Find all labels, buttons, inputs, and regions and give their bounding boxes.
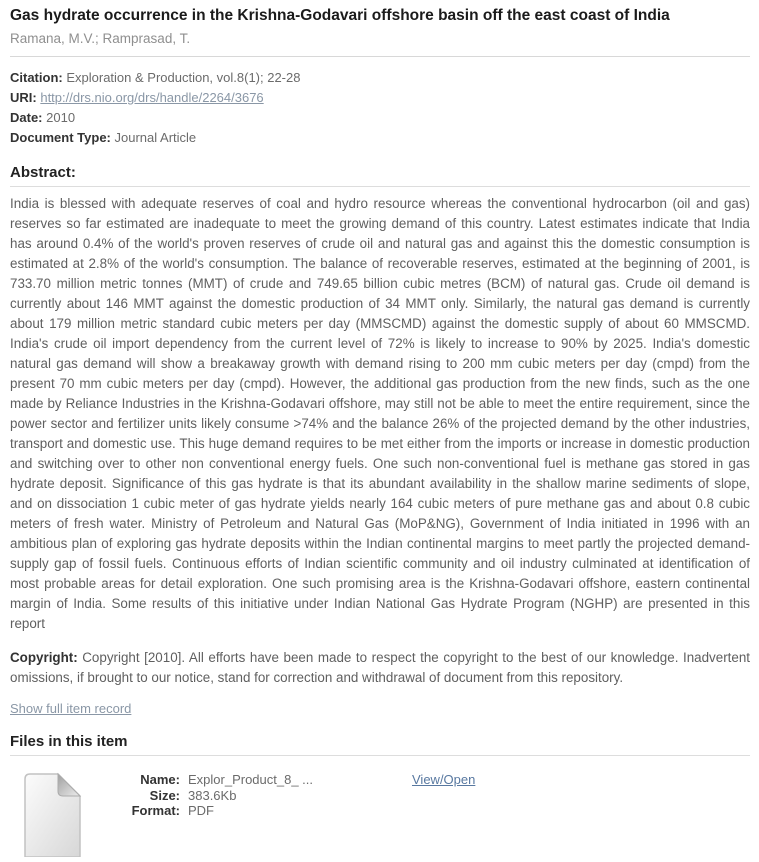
uri-link[interactable]: http://drs.nio.org/drs/handle/2264/3676 (40, 90, 264, 105)
file-name-value: Explor_Product_8_ ... (188, 772, 314, 787)
metadata-list (10, 68, 750, 148)
copyright-paragraph (10, 648, 750, 688)
show-full-record-wrap (10, 701, 750, 716)
metadata-row-citation (10, 68, 750, 88)
file-format-value: PDF (188, 803, 214, 818)
view-open-link[interactable]: View/Open (412, 772, 476, 787)
document-type-label: Document Type: (10, 130, 111, 145)
copyright-label: Copyright: (10, 650, 78, 665)
file-row (10, 772, 750, 862)
file-size-label: Size: (149, 787, 180, 803)
show-full-record-link[interactable]: Show full item record (10, 701, 132, 716)
file-format-label: Format: (131, 803, 180, 818)
file-size-value: 383.6Kb (188, 787, 237, 803)
uri-label: URI: (10, 90, 37, 105)
item-authors: Ramana, M.V.; Ramprasad, T. (10, 31, 191, 46)
abstract-text: India is blessed with adequate reserves of coal and hydro resource whereas the conventional hydrocarbon (oil and gas) reserves so far estimated are inadequate to meet the growing demand of this country. Latest estimates indicate that India has around 0.4% of the world's proven reserves of crude oil and natural gas and against this the domestic consumption is estimated at 2.8% of the world's consumption. The balance of recoverable reserves, estimated at the beginning of 2001, is 733.70 million metric tonnes (MMT) of crude and 749.65 billion cubic metres (BCM) of natural gas. Crude oil demand is currently about 146 MMT against the domestic production of 34 MMT only. Similarly, the natural gas demand is currently about 179 million metric standard cubic meters per day (MMSCMD) against the domestic supply of about 60 MMSCMD. India's crude oil import dependency from the current level of 72% is likely to increase to 90% by 2025. India's domestic natural gas demand will show a breakaway growth with demand rising to 200 mm cubic meters per day (cmpd) from the present 70 mm cubic meters per day (cmpd). However, the additional gas production from the new finds, such as the one made by Reliance Industries in the Krishna-Godavari offshore, may still not be able to meet the entire requirement, since the power sector and fertilizer units likely consume >74% and the balance 26% of the projected demand by the other industries, transport and domestic use. This huge demand requires to be met either from the imports or increase in domestic production and switching over to other non conventional energy fuels. One such non-conventional fuel is methane gas stored in gas hydrate deposit. Significance of this gas hydrate is that its abundant availability in the shallow marine sediments of slope, and on dissociation 1 cubic meter of gas hydrate yields nearly 164 cubic meters of pure methane gas and about 0.8 cubic meters of fresh water. Ministry of Petroleum and Natural Gas (MoP&NG), Government of India initiated in 1996 with an ambitious plan of exploring gas hydrate deposits within the Indian continental margins to meet partly the projected demand-supply gap of fossil fuels. Continuous efforts of Indian scientific community and oil industry culminated at identification of most probable areas for detail exploration. One such promising area is the Krishna-Godavari offshore, eastern continental margin of India. Some results of this initiative under Indian National Gas Hydrate Program (NGHP) are presented in this report (10, 196, 750, 631)
metadata-row-document-type (10, 128, 750, 148)
file-view-wrap (412, 772, 475, 788)
document-type-value: Journal Article (114, 130, 197, 145)
date-label: Date: (10, 110, 43, 125)
files-section-heading: Files in this item (10, 734, 750, 756)
date-value: 2010 (46, 110, 76, 125)
metadata-row-date (10, 108, 750, 128)
metadata-row-uri (10, 88, 750, 108)
citation-label: Citation: (10, 70, 63, 85)
page-title: Gas hydrate occurrence in the Krishna-Godavari offshore basin off the east coast of India (10, 7, 670, 24)
copyright-text: Copyright [2010]. All efforts have been made to respect the copyright to the best of our knowledge. Inadvertent omissions, if brought to our notice, stand for correction and withdrawal of document from this repository. (10, 650, 750, 685)
citation-value: Exploration & Production, vol.8(1); 22-28 (66, 70, 301, 85)
abstract-heading: Abstract: (10, 165, 750, 187)
header-divider (10, 56, 750, 57)
file-name-label: Name: (140, 772, 180, 787)
file-info (100, 772, 340, 819)
file-icon[interactable] (22, 772, 82, 862)
